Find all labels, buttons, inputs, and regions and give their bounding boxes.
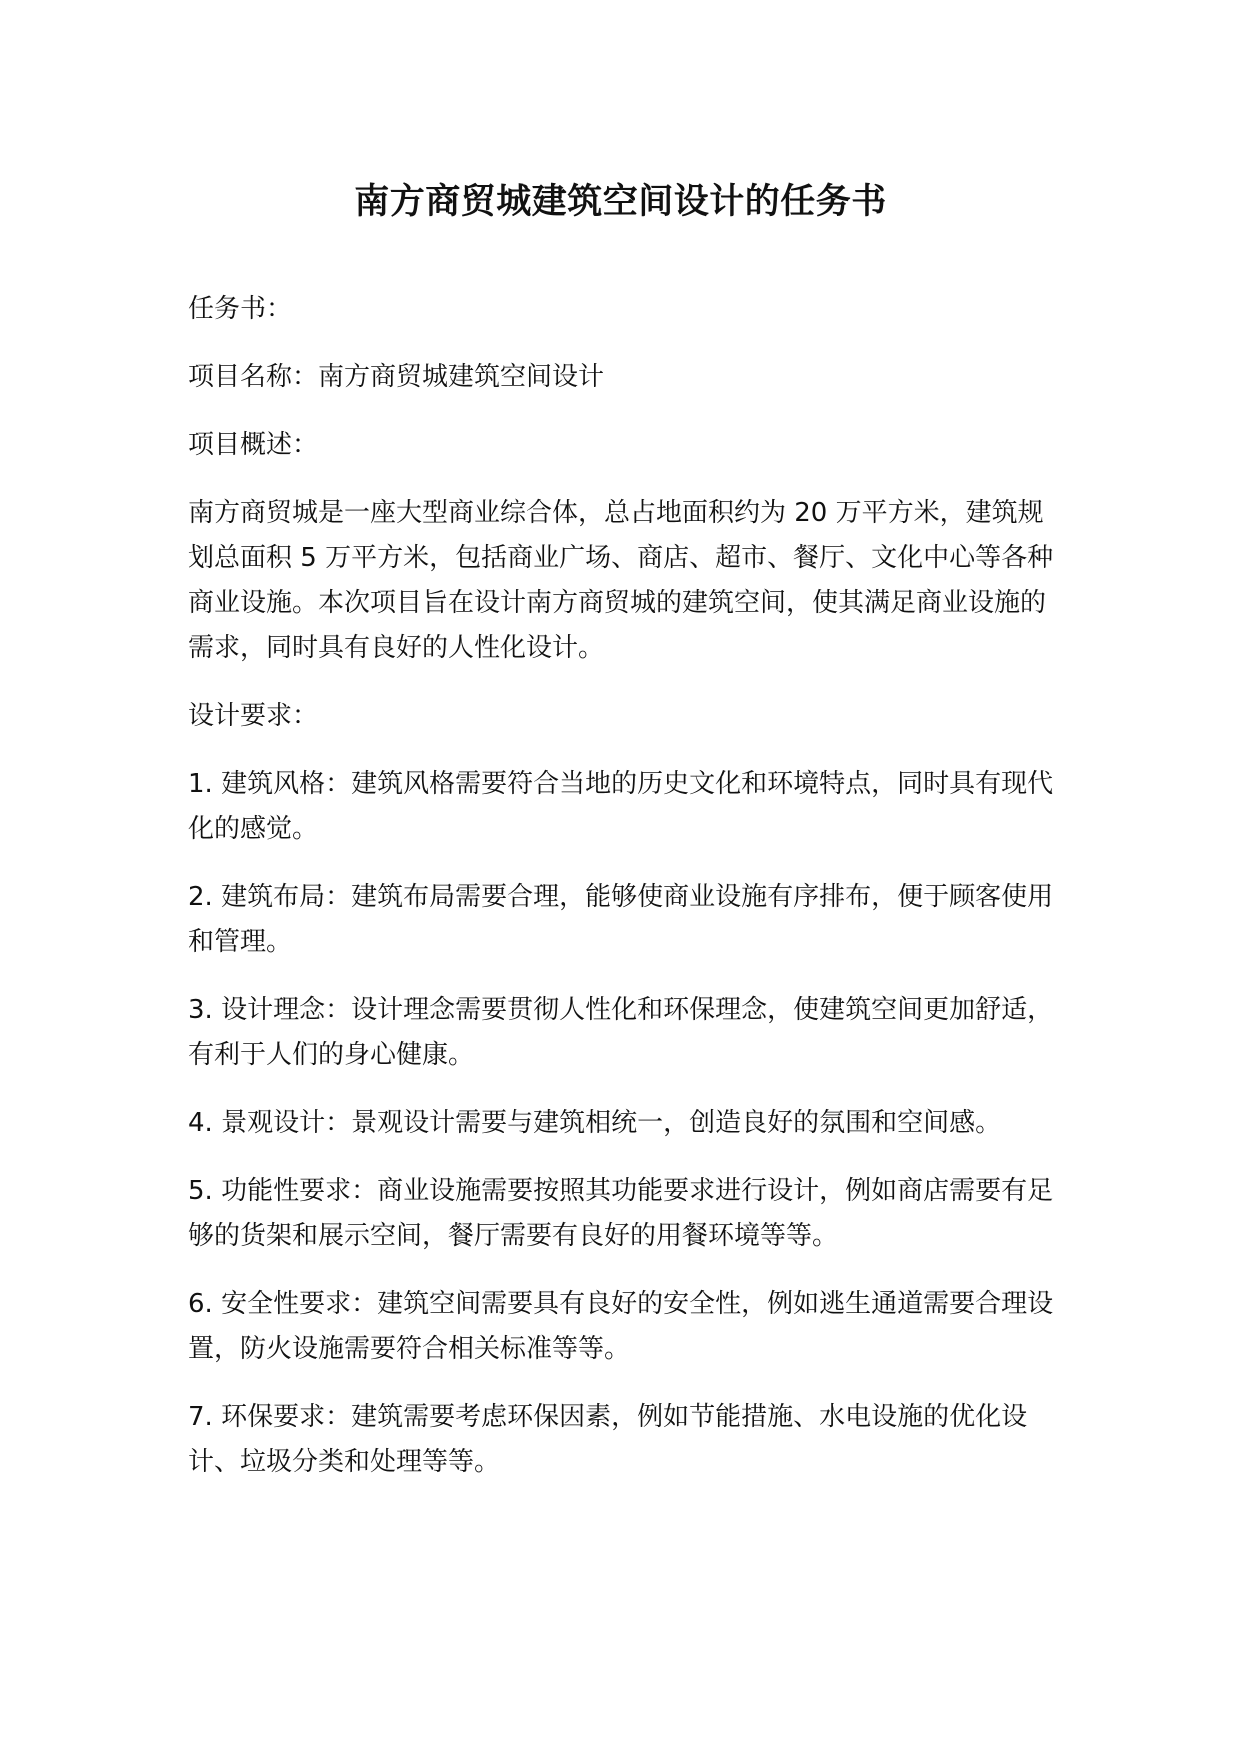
requirement-item: 2. 建筑布局：建筑布局需要合理，能够使商业设施有序排布，便于顾客使用和管理。 [188,882,1054,957]
document-body [188,287,1054,1508]
section-label-task-book: 任务书： [188,294,293,324]
overview-paragraph: 南方商贸城是一座大型商业综合体，总占地面积约为 20 万平方米，建筑规划总面积 5 万平方米，包括商业广场、商店、超市、餐厅、文化中心等各种商业设施。本次项目旨在设计南方商贸城的建筑空间，使其满足商业设施的需求，同时具有良好的人性化设计。 [188,498,1054,663]
section-label-requirements: 设计要求： [188,701,319,731]
requirement-item: 1. 建筑风格：建筑风格需要符合当地的历史文化和环境特点，同时具有现代化的感觉。 [188,769,1054,844]
requirement-item: 5. 功能性要求：商业设施需要按照其功能要求进行设计，例如商店需要有足够的货架和展示空间，餐厅需要有良好的用餐环境等等。 [188,1176,1054,1251]
document-title: 南方商贸城建筑空间设计的任务书 [354,182,887,222]
requirement-item: 6. 安全性要求：建筑空间需要具有良好的安全性，例如逃生通道需要合理设置，防火设施需要符合相关标准等等。 [188,1289,1054,1364]
requirement-item: 3. 设计理念：设计理念需要贯彻人性化和环保理念，使建筑空间更加舒适，有利于人们的身心健康。 [188,995,1054,1070]
project-name-line: 项目名称：南方商贸城建筑空间设计 [188,362,605,392]
requirement-item: 7. 环保要求：建筑需要考虑环保因素，例如节能措施、水电设施的优化设计、垃圾分类和处理等等。 [188,1402,1028,1477]
section-label-overview: 项目概述： [188,430,319,460]
requirement-item: 4. 景观设计：景观设计需要与建筑相统一，创造良好的氛围和空间感。 [188,1108,1002,1138]
